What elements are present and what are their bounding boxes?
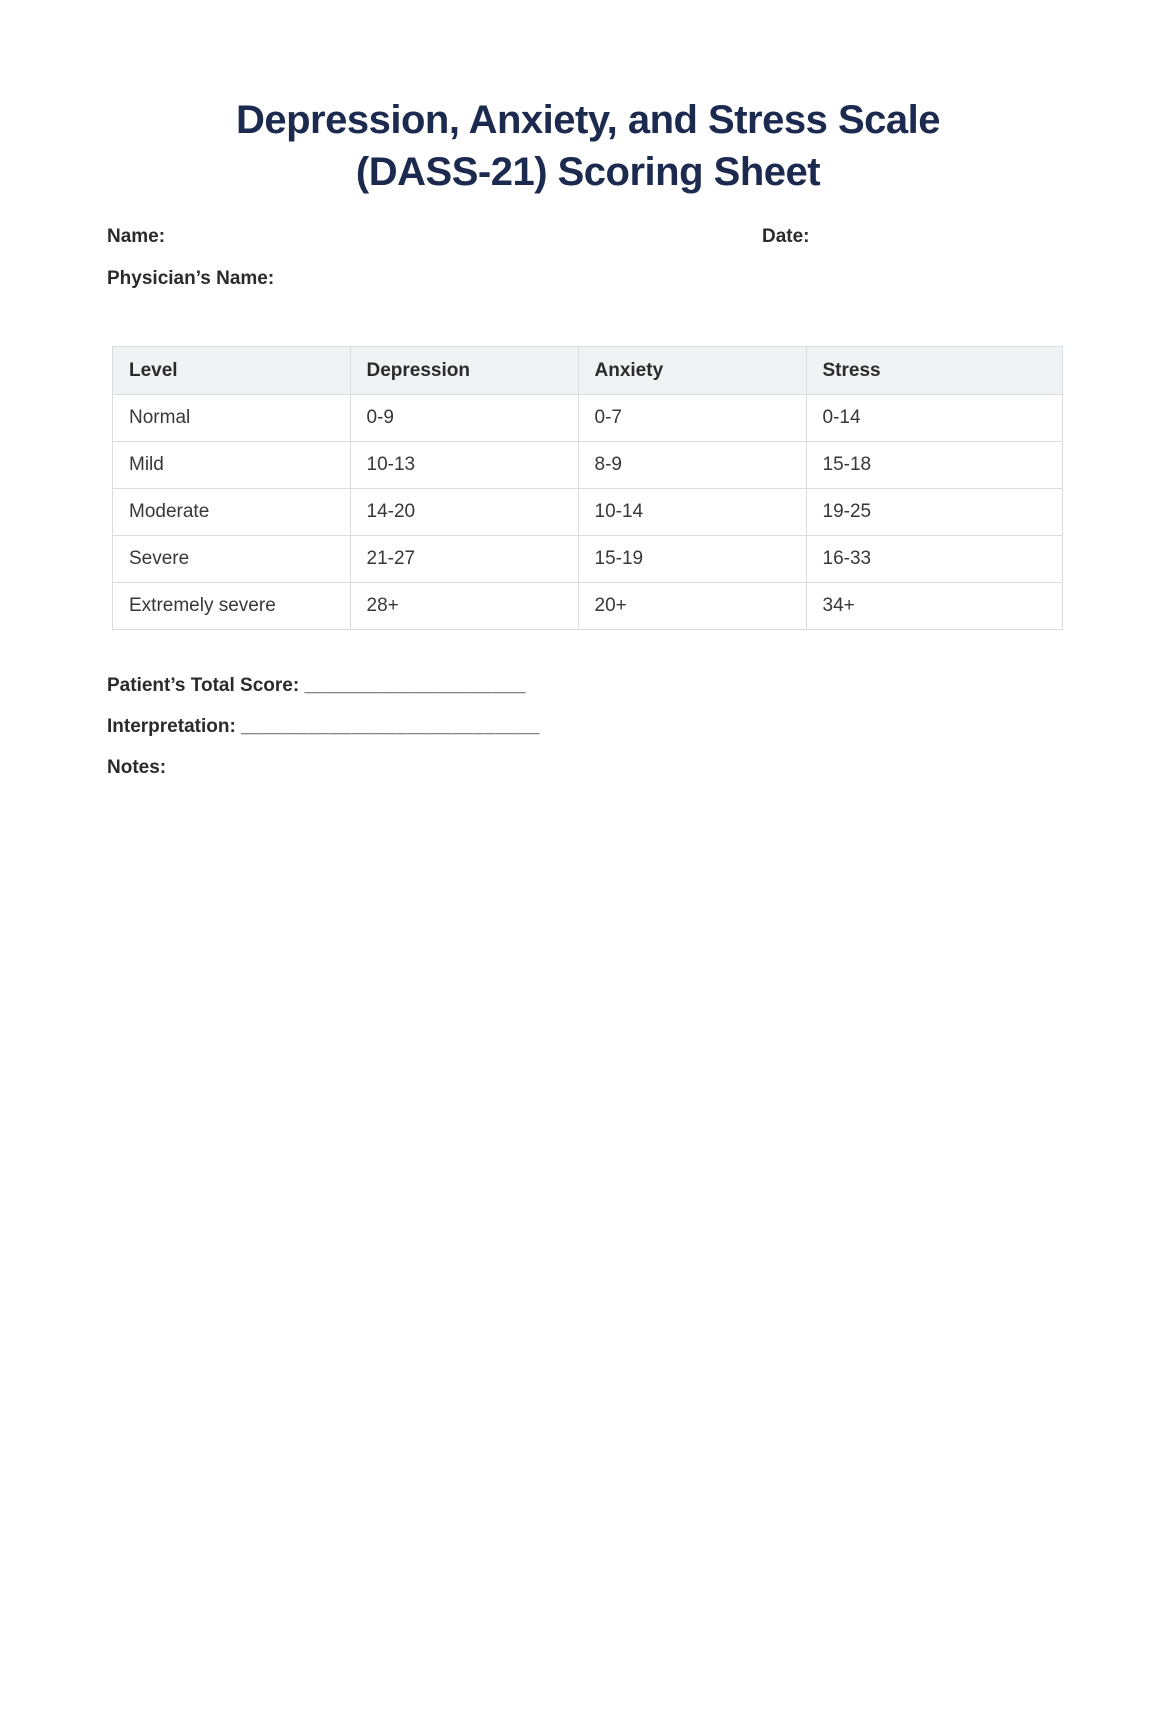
cell-stress: 34+ bbox=[806, 583, 1063, 630]
total-score-blank-line: ____________________ bbox=[304, 675, 526, 696]
name-label: Name: bbox=[107, 226, 166, 247]
notes-row bbox=[107, 756, 1069, 779]
patient-meta-section bbox=[107, 226, 1069, 292]
summary-section bbox=[107, 674, 1069, 779]
cell-anxiety: 20+ bbox=[578, 583, 806, 630]
table-row-mild bbox=[113, 442, 1063, 489]
interpretation-row bbox=[107, 715, 1069, 738]
header-level: Level bbox=[113, 347, 351, 395]
date-label: Date: bbox=[762, 226, 810, 247]
interpretation-blank-line: ___________________________ bbox=[241, 716, 540, 737]
page-title-line-1: Depression, Anxiety, and Stress Scale bbox=[235, 98, 941, 142]
interpretation-label: Interpretation: bbox=[107, 716, 236, 737]
header-anxiety: Anxiety bbox=[578, 347, 806, 395]
cell-anxiety: 0-7 bbox=[578, 395, 806, 442]
cell-depression: 14-20 bbox=[350, 489, 578, 536]
cell-anxiety: 15-19 bbox=[578, 536, 806, 583]
physician-name-label: Physician’s Name: bbox=[107, 268, 275, 289]
cell-level: Severe bbox=[113, 536, 351, 583]
dass21-scoring-table bbox=[112, 346, 1063, 630]
table-head bbox=[113, 347, 1063, 395]
cell-level: Normal bbox=[113, 395, 351, 442]
table-row-severe bbox=[113, 536, 1063, 583]
notes-label: Notes: bbox=[107, 757, 167, 778]
cell-stress: 16-33 bbox=[806, 536, 1063, 583]
cell-anxiety: 8-9 bbox=[578, 442, 806, 489]
physician-row bbox=[107, 268, 1069, 292]
table-row-normal bbox=[113, 395, 1063, 442]
table-row-moderate bbox=[113, 489, 1063, 536]
cell-depression: 28+ bbox=[350, 583, 578, 630]
document-page bbox=[0, 94, 1176, 1724]
cell-level: Extremely severe bbox=[113, 583, 351, 630]
total-score-label: Patient’s Total Score: bbox=[107, 675, 300, 696]
header-depression: Depression bbox=[350, 347, 578, 395]
cell-stress: 0-14 bbox=[806, 395, 1063, 442]
name-date-row bbox=[107, 226, 1069, 250]
cell-level: Mild bbox=[113, 442, 351, 489]
cell-depression: 0-9 bbox=[350, 395, 578, 442]
table-body bbox=[113, 395, 1063, 630]
table-header-row bbox=[113, 347, 1063, 395]
header-stress: Stress bbox=[806, 347, 1063, 395]
page-title-line-2: (DASS-21) Scoring Sheet bbox=[355, 150, 821, 194]
cell-stress: 19-25 bbox=[806, 489, 1063, 536]
cell-anxiety: 10-14 bbox=[578, 489, 806, 536]
cell-depression: 10-13 bbox=[350, 442, 578, 489]
table-row-extremely-severe bbox=[113, 583, 1063, 630]
cell-stress: 15-18 bbox=[806, 442, 1063, 489]
cell-depression: 21-27 bbox=[350, 536, 578, 583]
cell-level: Moderate bbox=[113, 489, 351, 536]
total-score-row bbox=[107, 674, 1069, 697]
page-title bbox=[0, 94, 1176, 198]
